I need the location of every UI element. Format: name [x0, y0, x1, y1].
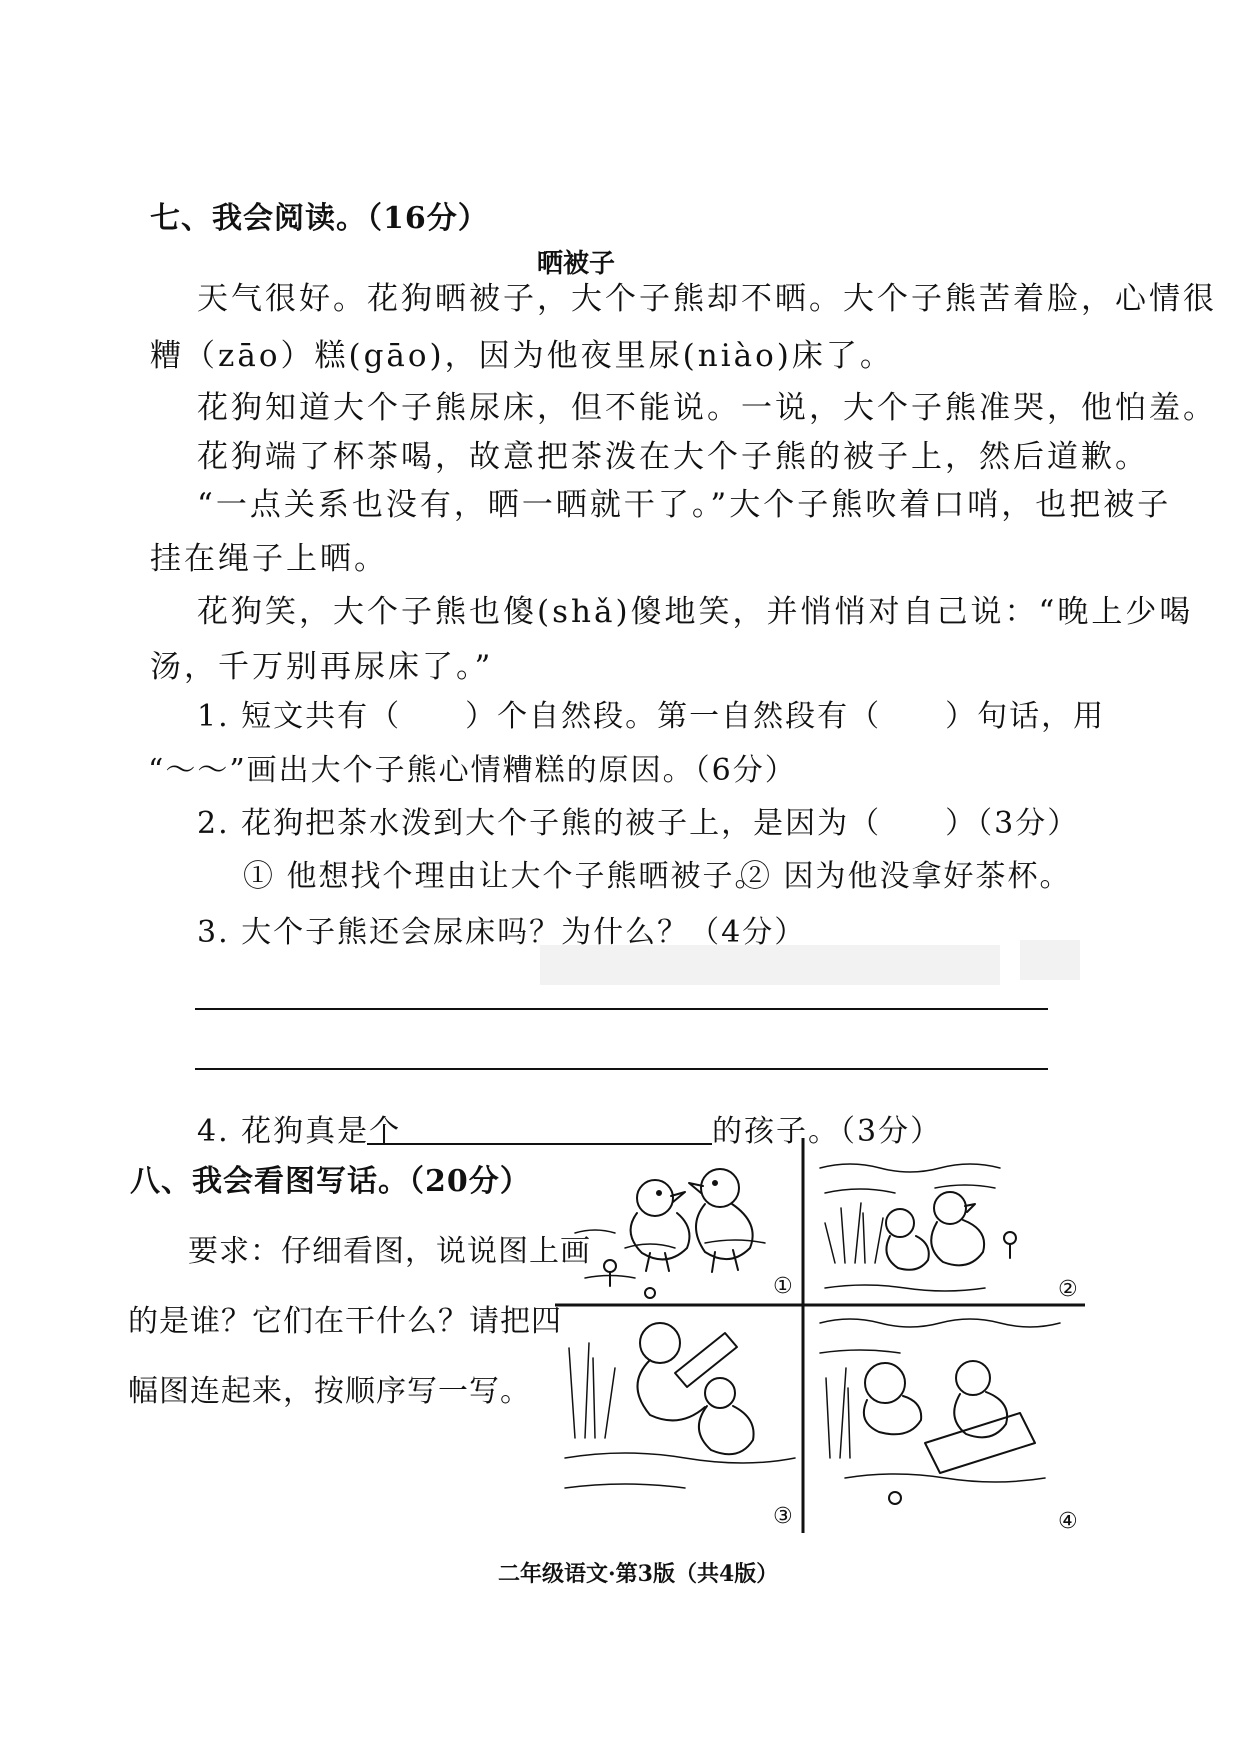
- requirement-line: 要求：仔细看图，说说图上画: [188, 1234, 591, 1269]
- story-paragraph-line: 挂在绳子上晒。: [150, 541, 388, 577]
- panel-3-illustration: [565, 1323, 795, 1488]
- story-paragraph-line: 汤，千万别再尿床了。”: [150, 649, 494, 685]
- panel-1-illustration: [575, 1169, 765, 1298]
- scan-shadow: [540, 945, 1000, 985]
- question-1-line-1: 1. 短文共有（ ）个自然段。第一自然段有（ ）句话，用: [197, 699, 1106, 734]
- requirement-line: 的是谁？它们在干什么？请把四: [128, 1304, 562, 1339]
- scan-shadow: [1020, 940, 1080, 980]
- panel-4-illustration: [820, 1319, 1060, 1504]
- requirement-line: 幅图连起来，按顺序写一写。: [128, 1374, 531, 1409]
- panel-2-illustration: [820, 1164, 1016, 1291]
- story-paragraph-line: “一点关系也没有，晒一晒就干了。”大个子熊吹着口哨，也把被子: [197, 487, 1172, 523]
- question-4-prefix: 4. 花狗真是个: [197, 1114, 402, 1149]
- story-paragraph-line: 糟（zāo）糕(gāo)，因为他夜里尿(niào)床了。: [150, 338, 894, 374]
- story-paragraph-line: 花狗知道大个子熊尿床，但不能说。一说，大个子熊准哭，他怕羞。: [197, 390, 1217, 426]
- section-7-title: 七、我会阅读。（16分）: [150, 201, 489, 236]
- question-2-option-2: ② 因为他没拿好茶杯。: [740, 859, 1072, 894]
- panel-number: ③: [773, 1504, 793, 1529]
- question-2: 2. 花狗把茶水泼到大个子熊的被子上，是因为（ ）（3分）: [197, 806, 1080, 841]
- panel-number: ②: [1058, 1277, 1078, 1302]
- question-2-option-1: ① 他想找个理由让大个子熊晒被子。: [243, 859, 767, 894]
- question-3: 3. 大个子熊还会尿床吗？为什么？（4分）: [197, 915, 807, 950]
- answer-line[interactable]: [195, 1068, 1048, 1070]
- panel-number: ①: [773, 1274, 793, 1299]
- question-4-suffix: 的孩子。（3分）: [712, 1114, 943, 1149]
- picture-panels: [555, 1138, 1085, 1533]
- answer-line[interactable]: [195, 1008, 1048, 1010]
- panel-number: ④: [1058, 1509, 1078, 1533]
- story-paragraph-line: 天气很好。花狗晒被子，大个子熊却不晒。大个子熊苦着脸，心情很: [197, 281, 1217, 317]
- story-paragraph-line: 花狗笑，大个子熊也傻(shǎ)傻地笑，并悄悄对自己说：“晚上少喝: [197, 594, 1194, 630]
- story-paragraph-line: 花狗端了杯茶喝，故意把茶泼在大个子熊的被子上，然后道歉。: [197, 439, 1149, 475]
- section-8-title: 八、我会看图写话。（20分）: [130, 1164, 531, 1199]
- story-title: 晒被子: [537, 249, 616, 279]
- question-1-line-2: “～～”画出大个子熊心情糟糕的原因。（6分）: [148, 753, 797, 788]
- page-footer: 二年级语文·第3版（共4版）: [498, 1561, 779, 1587]
